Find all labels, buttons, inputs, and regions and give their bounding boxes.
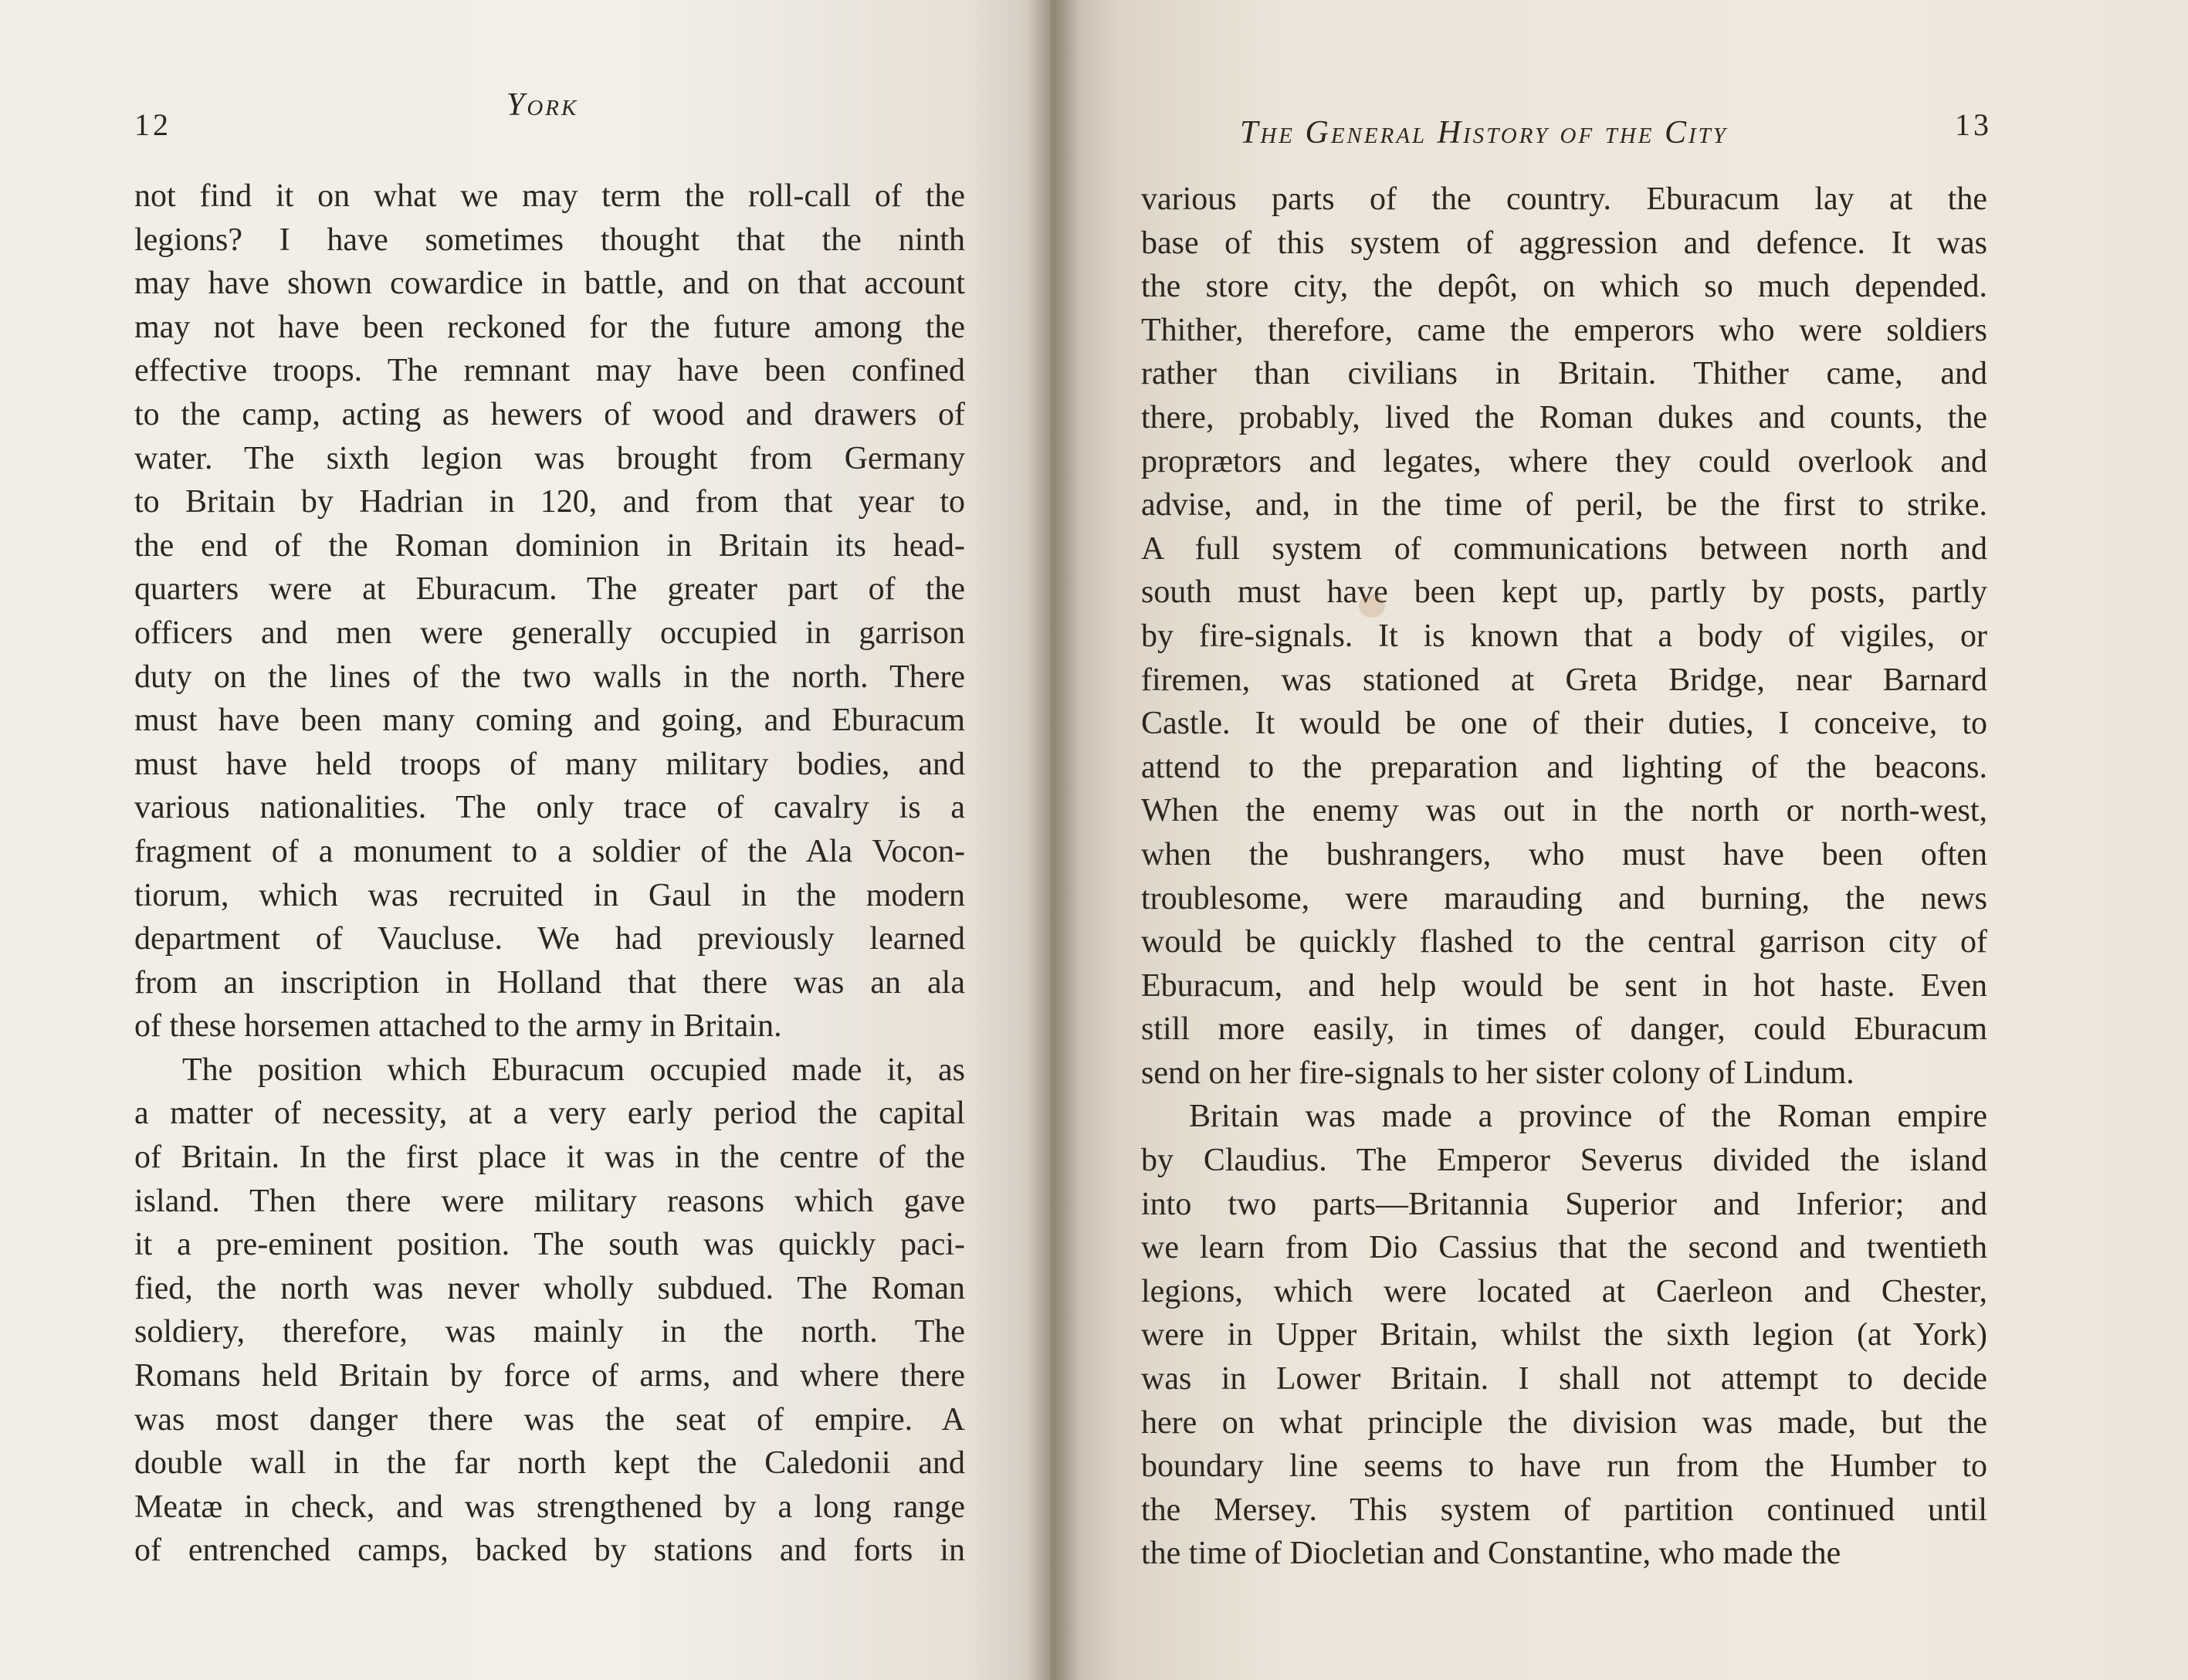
left-body-text: [134, 174, 965, 1573]
text-line: must have been many coming and going, and Eburacum: [134, 703, 965, 739]
text-line: there, probably, lived the Roman dukes and counts, the: [1141, 399, 1987, 435]
left-page: [0, 0, 1050, 1680]
text-line: troublesome, were marauding and burning, the news: [1141, 880, 1987, 916]
text-line: Castle. It would be one of their duties, I conceive, to: [1141, 706, 1987, 742]
text-line: The position which Eburacum occupied made it, as: [182, 1052, 965, 1088]
text-line: the time of Diocletian and Constantine, who made the: [1141, 1536, 1841, 1572]
left-running-head: York: [506, 87, 579, 123]
text-line: legions? I have sometimes thought that the ninth: [134, 222, 965, 258]
right-body-text: [1141, 178, 1987, 1576]
text-line: were in Upper Britain, whilst the sixth legion (at York): [1141, 1317, 1987, 1353]
text-line: by Claudius. The Emperor Severus divided the island: [1141, 1143, 1987, 1179]
text-line: duty on the lines of the two walls in the north. There: [134, 659, 965, 695]
text-line: was in Lower Britain. I shall not attempt to decide: [1141, 1361, 1987, 1397]
text-line: officers and men were generally occupied in garrison: [134, 615, 965, 651]
text-line: effective troops. The remnant may have been confined: [134, 353, 965, 389]
text-line: firemen, was stationed at Greta Bridge, near Barnard: [1141, 662, 1987, 698]
text-line: would be quickly flashed to the central garrison city of: [1141, 924, 1987, 960]
text-line: Romans held Britain by force of arms, and where there: [134, 1358, 965, 1394]
left-paragraph-1: [134, 174, 965, 1048]
book-gutter: [1027, 0, 1081, 1680]
text-line: we learn from Dio Cassius that the second and twentieth: [1141, 1230, 1987, 1266]
text-line: fragment of a monument to a soldier of the Ala Vocon-: [134, 833, 965, 869]
text-line: not find it on what we may term the roll-call of the: [134, 178, 965, 214]
text-line: to the camp, acting as hewers of wood and drawers of: [134, 396, 965, 432]
left-folio: 12: [134, 107, 171, 142]
text-line: by fire-signals. It is known that a body of vigiles, or: [1141, 618, 1987, 654]
text-line: Britain was made a province of the Roman empire: [1189, 1099, 1987, 1135]
text-line: department of Vaucluse. We had previously learned: [134, 921, 965, 957]
right-paragraph-1: [1141, 178, 1987, 1095]
text-line: send on her fire-signals to her sister colony of Lindum.: [1141, 1055, 1854, 1091]
text-line: the end of the Roman dominion in Britain its head-: [134, 527, 965, 564]
text-line: here on what principle the division was made, but the: [1141, 1404, 1987, 1441]
text-line: of entrenched camps, backed by stations and forts in: [134, 1533, 965, 1569]
text-line: of Britain. In the first place it was in the centre of the: [134, 1140, 965, 1176]
text-line: may have shown cowardice in battle, and on that account: [134, 266, 965, 302]
text-line: Meatæ in check, and was strengthened by a long range: [134, 1489, 965, 1525]
text-line: the Mersey. This system of partition continued until: [1141, 1492, 1987, 1528]
text-line: boundary line seems to have run from the Humber to: [1141, 1448, 1987, 1485]
text-line: of these horsemen attached to the army in Britain.: [134, 1008, 782, 1045]
text-line: still more easily, in times of danger, could Eburacum: [1141, 1011, 1987, 1048]
text-line: when the bushrangers, who must have been often: [1141, 836, 1987, 872]
text-line: fied, the north was never wholly subdued. The Roman: [134, 1270, 965, 1306]
text-line: When the enemy was out in the north or north-west,: [1141, 793, 1987, 829]
text-line: may not have been reckoned for the future among the: [134, 309, 965, 345]
text-line: various parts of the country. Eburacum lay at the: [1141, 181, 1987, 217]
text-line: double wall in the far north kept the Caledonii and: [134, 1445, 965, 1482]
paper-stain: [1359, 594, 1385, 618]
right-paragraph-2: [1141, 1095, 1987, 1576]
text-line: quarters were at Eburacum. The greater part of the: [134, 571, 965, 608]
text-line: must have held troops of many military bodies, and: [134, 746, 965, 782]
text-line: rather than civilians in Britain. Thither came, and: [1141, 356, 1987, 392]
text-line: advise, and, in the time of peril, be the first to strike.: [1141, 487, 1987, 523]
text-line: tiorum, which was recruited in Gaul in the modern: [134, 877, 965, 913]
text-line: the store city, the depôt, on which so much depended.: [1141, 269, 1987, 305]
text-line: legions, which were located at Caerleon and Chester,: [1141, 1273, 1987, 1309]
text-line: Eburacum, and help would be sent in hot haste. Even: [1141, 967, 1987, 1004]
text-line: was most danger there was the seat of empire. A: [134, 1401, 965, 1438]
text-line: south must have been kept up, partly by posts, partly: [1141, 574, 1987, 611]
text-line: a matter of necessity, at a very early period the capital: [134, 1096, 965, 1132]
text-line: island. Then there were military reasons which gave: [134, 1183, 965, 1219]
text-line: Thither, therefore, came the emperors who were soldiers: [1141, 312, 1987, 348]
right-folio: 13: [1955, 107, 1992, 142]
text-line: various nationalities. The only trace of cavalry is a: [134, 790, 965, 826]
right-running-head: The General History of the City: [1240, 115, 1728, 151]
text-line: base of this system of aggression and defence. It was: [1141, 225, 1987, 261]
text-line: attend to the preparation and lighting of the beacons.: [1141, 749, 1987, 785]
text-line: to Britain by Hadrian in 120, and from that year to: [134, 484, 965, 520]
text-line: into two parts—Britannia Superior and Inferior; and: [1141, 1186, 1987, 1222]
left-paragraph-2: [134, 1048, 965, 1573]
text-line: A full system of communications between north and: [1141, 530, 1987, 567]
text-line: proprætors and legates, where they could overlook and: [1141, 443, 1987, 479]
right-page: [1050, 0, 2188, 1680]
text-line: water. The sixth legion was brought from Germany: [134, 440, 965, 476]
text-line: soldiery, therefore, was mainly in the north. The: [134, 1314, 965, 1350]
text-line: it a pre-eminent position. The south was quickly paci-: [134, 1227, 965, 1263]
text-line: from an inscription in Holland that there was an ala: [134, 964, 965, 1001]
